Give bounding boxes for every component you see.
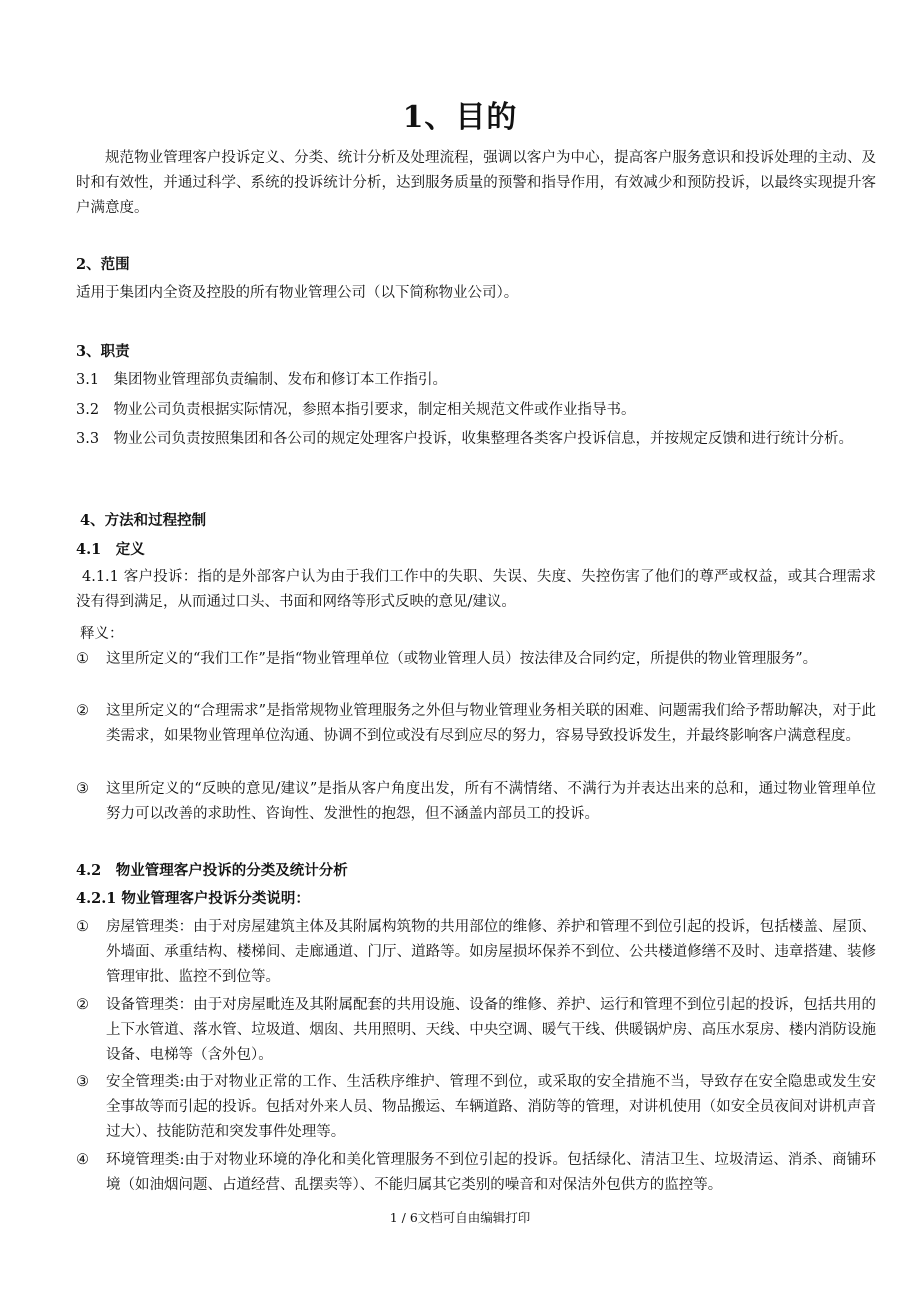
classification-item-text: 安全管理类:由于对物业正常的工作、生活秩序维护、管理不到位，或采取的安全措施不当，导致存在安全隐患或发生安全事故等而引起的投诉。包括对外来人员、物品搬运、车辆道路、消防等的管理，对讲机使用（如安全员夜间对讲机声音过大）、技能防范和突发事件处理等。 [106,1074,876,1140]
classification-item-text: 设备管理类：由于对房屋毗连及其附属配套的共用设施、设备的维修、养护、运行和管理不到位引起的投诉，包括共用的上下水管道、落水管、垃圾道、烟囱、共用照明、天线、中央空调、暖气干线、供暖锅炉房、高压水泵房、楼内消防设施设备、电梯等（含外包）。 [106,997,876,1063]
classification-item [76,993,876,1068]
explain-label: 释义： [80,626,124,642]
classification-item-number: ② [76,997,89,1013]
explain-item [76,647,876,672]
duty-item-3: 3.3 物业公司负责按照集团和各公司的规定处理客户投诉，收集整理各类客户投诉信息，并按规定反馈和进行统计分析。 [76,431,854,447]
classification-item-number: ① [76,919,89,935]
scope-text: 适用于集团内全资及控股的所有物业管理公司（以下简称物业公司）。 [76,285,519,301]
duty-item-2: 3.2 物业公司负责根据实际情况，参照本指引要求，制定相关规范文件或作业指导书。 [76,402,636,418]
duty-heading: 3、职责 [76,343,130,360]
page-footer: 1 / 6文档可自由编辑打印 [389,1210,531,1225]
explain-item-text: 这里所定义的“反映的意见/建议”是指从客户角度出发，所有不满情绪、不满行为并表达出来的总和，通过物业管理单位努力可以改善的求助性、咨询性、发泄性的抱怨，但不涵盖内部员工的投诉。 [106,781,876,822]
duty-item-1: 3.1 集团物业管理部负责编制、发布和修订本工作指引。 [76,372,448,388]
explain-item-number: ① [76,651,89,667]
method-heading: 4、方法和过程控制 [80,512,207,529]
purpose-paragraph: 规范物业管理客户投诉定义、分类、统计分析及处理流程，强调以客户为中心，提高客户服务意识和投诉处理的主动、及时和有效性，并通过科学、系统的投诉统计分析，达到服务质量的预警和指导作用，有效减少和预防投诉，以最终实现提升客户满意度。 [76,150,876,216]
classification-heading: 4.2 物业管理客户投诉的分类及统计分析 [76,862,348,879]
definition-heading: 4.1 定义 [76,541,145,558]
explain-item-text: 这里所定义的“合理需求”是指常规物业管理服务之外但与物业管理业务相关联的困难、问题需我们给予帮助解决，对于此类需求，如果物业管理单位沟通、协调不到位或没有尽到应尽的努力，容易导致投诉发生，并最终影响客户满意程度。 [106,703,876,744]
classification-item-number: ③ [76,1074,89,1090]
definition-text: 4.1.1 客户投诉：指的是外部客户认为由于我们工作中的失职、失误、失度、失控伤害了他们的尊严或权益，或其合理需求没有得到满足，从而通过口头、书面和网络等形式反映的意见/建议。 [76,569,876,610]
classification-item-text: 房屋管理类：由于对房屋建筑主体及其附属构筑物的共用部位的维修、养护和管理不到位引起的投诉，包括楼盖、屋顶、外墙面、承重结构、楼梯间、走廊通道、门厅、道路等。如房屋损坏保养不到位、公共楼道修缮不及时、违章搭建、装修管理审批、监控不到位等。 [106,919,876,985]
classification-item-number: ④ [76,1152,89,1168]
explain-item-number: ③ [76,781,89,797]
explain-item-text: 这里所定义的“我们工作”是指“物业管理单位（或物业管理人员）按法律及合同约定，所提供的物业管理服务”。 [106,651,818,667]
classification-item [76,1070,876,1145]
classification-item-text: 环境管理类:由于对物业环境的净化和美化管理服务不到位引起的投诉。包括绿化、清洁卫生、垃圾清运、消杀、商铺环境（如油烟问题、占道经营、乱摆卖等）、不能归属其它类别的噪音和对保洁外包供方的监控等。 [106,1152,876,1193]
explain-item [76,699,876,749]
classification-subheading: 4.2.1 物业管理客户投诉分类说明： [76,890,310,907]
classification-item [76,1148,876,1198]
explain-item-number: ② [76,703,89,719]
classification-item [76,915,876,990]
page-title: 1、目的 [402,100,518,135]
explain-item [76,777,876,827]
scope-heading: 2、范围 [76,256,130,273]
